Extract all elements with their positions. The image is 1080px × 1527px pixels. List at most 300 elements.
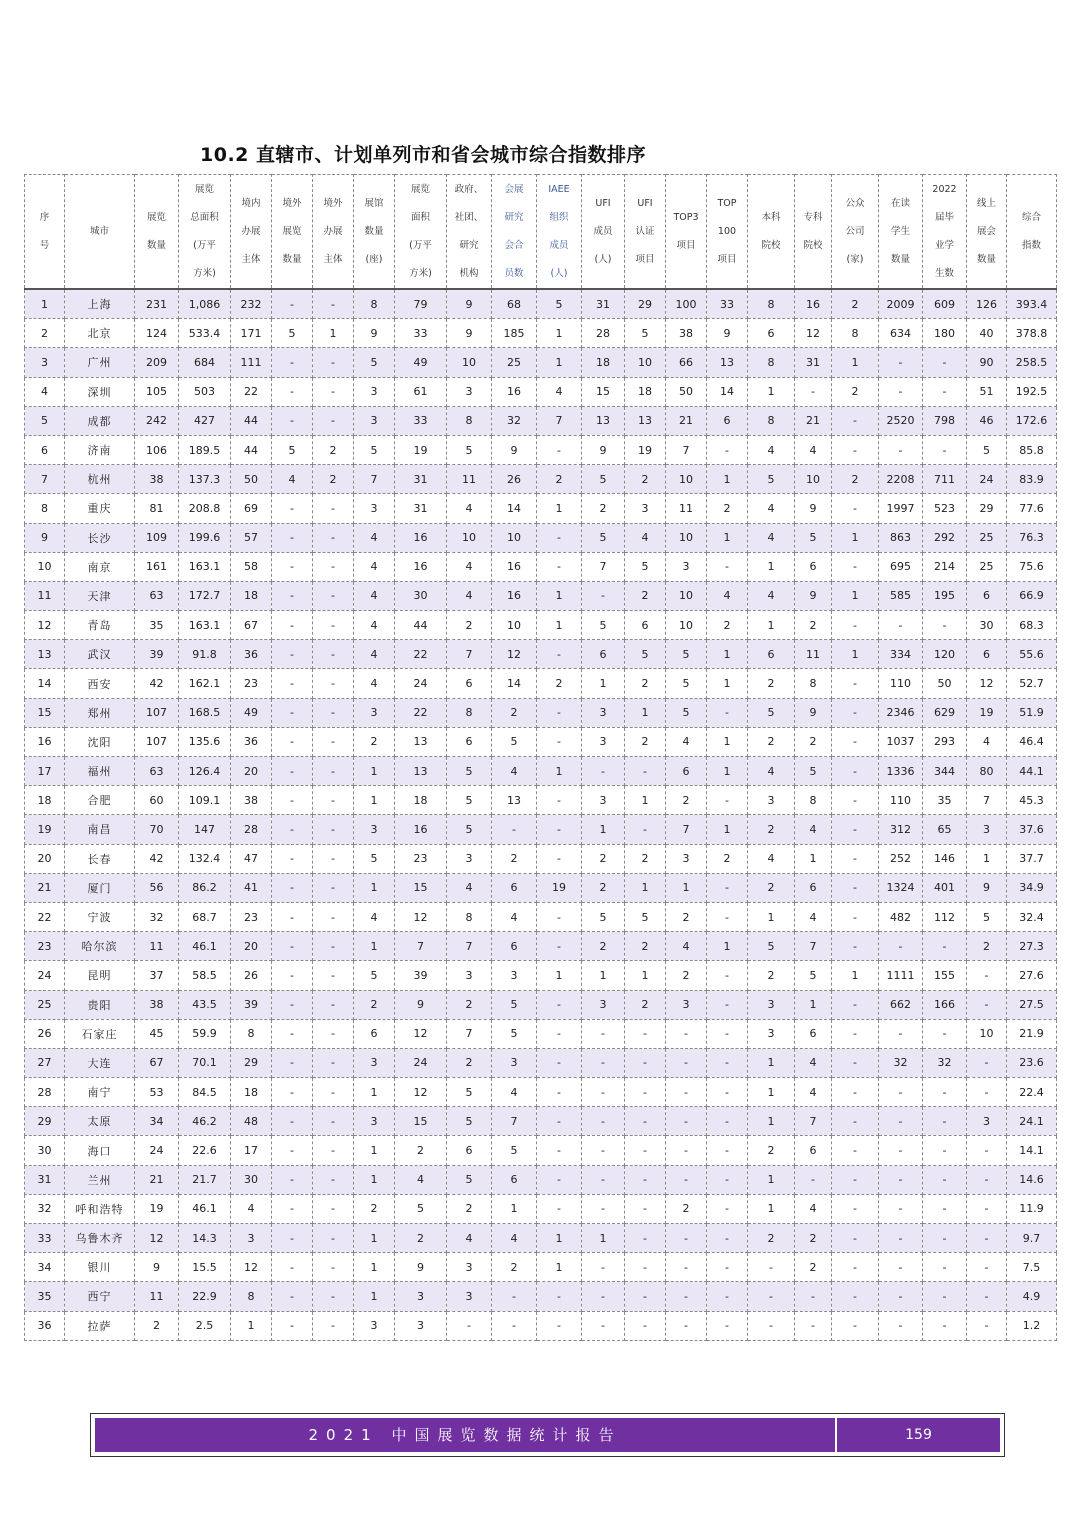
column-header: IAEE 组织 成员 (人) [537, 175, 582, 290]
table-cell: 33 [707, 289, 748, 319]
table-cell: 39 [135, 640, 179, 669]
table-cell: - [832, 552, 879, 581]
table-cell: - [313, 757, 354, 786]
table-cell: 81 [135, 494, 179, 523]
table-cell: 70 [135, 815, 179, 844]
table-cell: 2 [625, 727, 666, 756]
table-cell: 32 [135, 902, 179, 931]
footer-bar [95, 1418, 1000, 1452]
table-cell: - [313, 961, 354, 990]
table-cell: 1 [231, 1311, 272, 1340]
table-cell: - [879, 1311, 923, 1340]
table-cell: 609 [923, 289, 967, 319]
table-cell: - [492, 815, 537, 844]
table-cell: 2520 [879, 406, 923, 435]
table-cell: - [832, 844, 879, 873]
table-cell: 13 [395, 727, 447, 756]
city-cell: 杭州 [65, 465, 135, 494]
city-cell: 厦门 [65, 873, 135, 902]
table-cell: - [272, 1282, 313, 1311]
column-header: TOP 100 项目 [707, 175, 748, 290]
table-cell: - [923, 1107, 967, 1136]
column-header: 公众 公司 (家) [832, 175, 879, 290]
table-cell: 6 [967, 640, 1007, 669]
table-cell: 68.7 [179, 902, 231, 931]
table-cell: 30 [967, 611, 1007, 640]
table-cell: 43.5 [179, 990, 231, 1019]
table-cell: 38 [135, 990, 179, 1019]
table-cell: 292 [923, 523, 967, 552]
table-cell: 5 [354, 844, 395, 873]
table-cell: 2 [795, 611, 832, 640]
table-cell: 585 [879, 581, 923, 610]
table-row [25, 669, 1057, 698]
table-cell: 199.6 [179, 523, 231, 552]
table-cell: 9 [582, 435, 625, 464]
table-cell: - [707, 990, 748, 1019]
table-cell: - [447, 1311, 492, 1340]
table-cell: 1 [313, 319, 354, 348]
table-cell: 5 [666, 640, 707, 669]
table-cell: - [272, 1253, 313, 1282]
table-cell: - [879, 1136, 923, 1165]
table-cell: 4 [354, 523, 395, 552]
city-cell: 贵阳 [65, 990, 135, 1019]
table-cell: 5 [354, 435, 395, 464]
table-cell: - [272, 844, 313, 873]
table-cell: - [879, 1165, 923, 1194]
table-row [25, 1107, 1057, 1136]
table-cell: - [879, 1019, 923, 1048]
table-cell: - [313, 669, 354, 698]
table-cell: - [967, 1048, 1007, 1077]
table-cell: - [923, 1019, 967, 1048]
table-cell: 5 [25, 406, 65, 435]
table-cell: - [879, 1224, 923, 1253]
table-cell: - [879, 435, 923, 464]
column-header: 城市 [65, 175, 135, 290]
table-cell: 5 [492, 1019, 537, 1048]
table-cell: 33 [395, 406, 447, 435]
table-cell: - [666, 1136, 707, 1165]
table-cell: - [967, 1078, 1007, 1107]
table-cell: 6 [492, 873, 537, 902]
table-cell: - [707, 1107, 748, 1136]
table-row [25, 465, 1057, 494]
table-cell: - [967, 1311, 1007, 1340]
table-cell: - [272, 990, 313, 1019]
table-cell: - [313, 640, 354, 669]
table-cell: 25 [25, 990, 65, 1019]
table-cell: 1 [625, 873, 666, 902]
table-cell: - [272, 1136, 313, 1165]
table-cell: 9 [25, 523, 65, 552]
table-cell: 46.2 [179, 1107, 231, 1136]
table-cell: 482 [879, 902, 923, 931]
city-cell: 长春 [65, 844, 135, 873]
table-cell: 1 [354, 932, 395, 961]
table-cell: 31 [795, 348, 832, 377]
table-cell: 4 [231, 1194, 272, 1223]
table-cell: - [707, 552, 748, 581]
table-cell: 20 [231, 757, 272, 786]
table-cell: - [748, 1311, 795, 1340]
table-cell: 10 [666, 581, 707, 610]
table-cell: 63 [135, 581, 179, 610]
table-cell: 10 [625, 348, 666, 377]
table-cell: 1 [354, 1136, 395, 1165]
table-cell: 50 [923, 669, 967, 698]
table-cell: 17 [231, 1136, 272, 1165]
table-cell: 533.4 [179, 319, 231, 348]
table-cell: 1 [748, 1194, 795, 1223]
table-cell: - [625, 1311, 666, 1340]
table-cell: 1 [537, 611, 582, 640]
table-cell: 10 [666, 523, 707, 552]
table-cell: 29 [231, 1048, 272, 1077]
table-cell: - [707, 1019, 748, 1048]
table-cell: 4 [537, 377, 582, 406]
table-cell: 10 [795, 465, 832, 494]
table-cell: 38 [666, 319, 707, 348]
table-cell: 1 [967, 844, 1007, 873]
table-cell: 35 [25, 1282, 65, 1311]
table-cell: 2 [967, 932, 1007, 961]
table-cell: 258.5 [1007, 348, 1057, 377]
table-cell: 185 [492, 319, 537, 348]
table-cell: 2 [447, 1048, 492, 1077]
table-cell: 16 [395, 815, 447, 844]
table-cell: 12 [967, 669, 1007, 698]
city-cell: 太原 [65, 1107, 135, 1136]
table-cell: - [272, 1194, 313, 1223]
table-row [25, 844, 1057, 873]
table-cell: - [582, 1107, 625, 1136]
table-cell: 5 [272, 435, 313, 464]
table-cell: - [832, 1253, 879, 1282]
table-cell: 4 [666, 727, 707, 756]
table-cell: 9 [492, 435, 537, 464]
table-cell: - [923, 1165, 967, 1194]
table-row [25, 1194, 1057, 1223]
table-row [25, 873, 1057, 902]
table-cell: 13 [707, 348, 748, 377]
table-cell: 36 [231, 640, 272, 669]
city-cell: 呼和浩特 [65, 1194, 135, 1223]
table-cell: 21 [666, 406, 707, 435]
city-cell: 合肥 [65, 786, 135, 815]
footer-report-title: 2021 中国展览数据统计报告 [308, 1426, 622, 1444]
table-cell: 4 [492, 902, 537, 931]
table-cell: 1 [707, 932, 748, 961]
table-cell: 44 [231, 406, 272, 435]
table-cell: 231 [135, 289, 179, 319]
table-cell: 3 [967, 1107, 1007, 1136]
table-cell: - [707, 435, 748, 464]
table-cell: 3 [582, 786, 625, 815]
table-cell: 49 [231, 698, 272, 727]
table-cell: 2 [582, 932, 625, 961]
table-cell: 34 [135, 1107, 179, 1136]
table-cell: 15 [25, 698, 65, 727]
table-cell: 14 [492, 669, 537, 698]
table-cell: 68 [492, 289, 537, 319]
table-cell: 6 [625, 611, 666, 640]
table-cell: - [707, 1194, 748, 1223]
column-header: 序 号 [25, 175, 65, 290]
table-cell: 3 [354, 377, 395, 406]
table-cell: - [272, 669, 313, 698]
table-cell: 5 [447, 786, 492, 815]
table-cell: - [923, 1311, 967, 1340]
table-cell: 5 [354, 961, 395, 990]
table-cell: 1 [354, 757, 395, 786]
table-cell: - [625, 815, 666, 844]
table-cell: - [832, 815, 879, 844]
table-cell: 5 [447, 815, 492, 844]
table-cell: 12 [231, 1253, 272, 1282]
table-cell: 76.3 [1007, 523, 1057, 552]
table-cell: 2009 [879, 289, 923, 319]
table-cell: 19 [625, 435, 666, 464]
table-cell: 45 [135, 1019, 179, 1048]
table-cell: 30 [25, 1136, 65, 1165]
table-cell: - [272, 1311, 313, 1340]
table-cell: 3 [354, 1048, 395, 1077]
table-cell: 208.8 [179, 494, 231, 523]
table-cell: 1 [832, 348, 879, 377]
table-cell: - [537, 1107, 582, 1136]
table-cell: 4 [748, 435, 795, 464]
table-cell: 59.9 [179, 1019, 231, 1048]
table-cell: 4 [748, 757, 795, 786]
table-row [25, 815, 1057, 844]
table-cell: - [313, 581, 354, 610]
table-cell: - [582, 1311, 625, 1340]
table-cell: 146 [923, 844, 967, 873]
table-cell: - [272, 902, 313, 931]
table-cell: - [832, 1311, 879, 1340]
table-cell: 2 [25, 319, 65, 348]
table-cell: - [272, 873, 313, 902]
table-cell: 77.6 [1007, 494, 1057, 523]
table-cell: 132.4 [179, 844, 231, 873]
table-cell: 20 [25, 844, 65, 873]
table-cell: - [832, 1048, 879, 1077]
table-cell: 4 [25, 377, 65, 406]
table-cell: 9 [707, 319, 748, 348]
table-cell: 1 [748, 377, 795, 406]
table-cell: 109.1 [179, 786, 231, 815]
table-cell: 5 [748, 932, 795, 961]
table-cell: 2 [666, 786, 707, 815]
table-cell: 1 [707, 669, 748, 698]
table-cell: 8 [447, 406, 492, 435]
table-cell: 4 [354, 611, 395, 640]
table-cell: 4 [795, 1194, 832, 1223]
table-cell: - [625, 1107, 666, 1136]
column-header: 政府、 社团、 研究 机构 [447, 175, 492, 290]
table-cell: - [272, 494, 313, 523]
table-cell: 22 [25, 902, 65, 931]
city-cell: 南昌 [65, 815, 135, 844]
table-cell: 5 [625, 319, 666, 348]
table-cell: 2 [832, 289, 879, 319]
table-cell: - [707, 1165, 748, 1194]
table-cell: 34 [25, 1253, 65, 1282]
table-cell: 1 [832, 523, 879, 552]
table-cell: - [707, 1253, 748, 1282]
table-cell: 7 [354, 465, 395, 494]
table-cell: 126 [967, 289, 1007, 319]
table-cell: 29 [967, 494, 1007, 523]
table-cell: 1 [795, 990, 832, 1019]
table-cell: 5 [582, 523, 625, 552]
table-cell: 2 [395, 1224, 447, 1253]
table-cell: 58.5 [179, 961, 231, 990]
city-cell: 南宁 [65, 1078, 135, 1107]
table-cell: - [625, 1253, 666, 1282]
table-cell: 39 [395, 961, 447, 990]
table-cell: 110 [879, 669, 923, 698]
table-cell: - [313, 552, 354, 581]
table-cell: - [832, 494, 879, 523]
table-cell: 2 [795, 727, 832, 756]
table-cell: 5 [625, 902, 666, 931]
column-header: UFI 认证 项目 [625, 175, 666, 290]
table-cell: - [625, 1194, 666, 1223]
table-cell: 52.7 [1007, 669, 1057, 698]
table-cell: - [967, 1165, 1007, 1194]
table-cell: - [272, 640, 313, 669]
table-cell: 334 [879, 640, 923, 669]
table-cell: 34.9 [1007, 873, 1057, 902]
table-cell: 312 [879, 815, 923, 844]
table-cell: 86.2 [179, 873, 231, 902]
table-cell: 7 [666, 815, 707, 844]
table-cell: 1 [354, 786, 395, 815]
table-cell: 232 [231, 289, 272, 319]
table-cell: 7 [666, 435, 707, 464]
table-cell: - [795, 1282, 832, 1311]
table-cell: - [879, 611, 923, 640]
table-cell: 2 [625, 844, 666, 873]
table-cell: 3 [582, 698, 625, 727]
table-cell: 2 [447, 1194, 492, 1223]
table-cell: - [537, 902, 582, 931]
city-cell: 青岛 [65, 611, 135, 640]
table-cell: 21 [25, 873, 65, 902]
table-cell: 629 [923, 698, 967, 727]
table-cell: - [832, 406, 879, 435]
table-cell: - [832, 1019, 879, 1048]
table-cell: 5 [447, 1165, 492, 1194]
table-cell: 18 [25, 786, 65, 815]
table-cell: 51 [967, 377, 1007, 406]
column-header: 线上 展会 数量 [967, 175, 1007, 290]
table-cell: 36 [231, 727, 272, 756]
table-cell: 22 [395, 640, 447, 669]
table-cell: - [625, 1048, 666, 1077]
table-cell: 19 [395, 435, 447, 464]
table-cell: 44 [231, 435, 272, 464]
table-cell: 6 [354, 1019, 395, 1048]
table-cell: 172.7 [179, 581, 231, 610]
table-row [25, 1078, 1057, 1107]
table-cell: 2 [537, 465, 582, 494]
table-cell: - [492, 1282, 537, 1311]
table-cell: 163.1 [179, 552, 231, 581]
table-cell: 3 [354, 406, 395, 435]
table-cell: 662 [879, 990, 923, 1019]
table-cell: 13 [625, 406, 666, 435]
table-cell: 2 [748, 727, 795, 756]
table-cell: 6 [447, 1136, 492, 1165]
table-cell: 1336 [879, 757, 923, 786]
table-cell: 3 [967, 815, 1007, 844]
table-cell: 12 [395, 902, 447, 931]
table-cell: 3 [447, 1253, 492, 1282]
table-cell: 5 [582, 465, 625, 494]
table-cell: 1997 [879, 494, 923, 523]
table-cell: 4 [395, 1165, 447, 1194]
table-cell: 15 [395, 1107, 447, 1136]
table-cell: 168.5 [179, 698, 231, 727]
table-cell: 65 [923, 815, 967, 844]
city-index-table [24, 174, 1057, 1341]
table-cell: - [313, 1107, 354, 1136]
table-cell: 393.4 [1007, 289, 1057, 319]
table-cell: - [923, 611, 967, 640]
table-cell: 13 [582, 406, 625, 435]
table-cell: 1 [748, 1048, 795, 1077]
table-cell: 2 [354, 990, 395, 1019]
column-header: 专科 院校 [795, 175, 832, 290]
table-cell: - [795, 377, 832, 406]
table-cell: 4.9 [1007, 1282, 1057, 1311]
table-cell: 2 [135, 1311, 179, 1340]
table-cell: - [272, 1048, 313, 1077]
table-cell: - [537, 1194, 582, 1223]
table-cell: 28 [582, 319, 625, 348]
table-cell: 50 [231, 465, 272, 494]
table-row [25, 698, 1057, 727]
table-cell: - [625, 1136, 666, 1165]
table-cell: 6 [748, 319, 795, 348]
table-cell: - [923, 932, 967, 961]
table-cell: - [582, 1048, 625, 1077]
table-cell: 19 [967, 698, 1007, 727]
table-cell: 4 [492, 1224, 537, 1253]
table-cell: 4 [447, 873, 492, 902]
table-cell: 1 [707, 757, 748, 786]
table-cell: - [537, 1136, 582, 1165]
table-cell: 27.6 [1007, 961, 1057, 990]
table-cell: - [625, 757, 666, 786]
table-cell: - [923, 1224, 967, 1253]
table-cell: 503 [179, 377, 231, 406]
table-cell: 3 [625, 494, 666, 523]
city-cell: 北京 [65, 319, 135, 348]
table-row [25, 932, 1057, 961]
table-cell: - [313, 1194, 354, 1223]
table-cell: 2 [666, 902, 707, 931]
table-cell: 44.1 [1007, 757, 1057, 786]
table-cell: 14 [492, 494, 537, 523]
table-cell: - [272, 727, 313, 756]
table-cell: 19 [25, 815, 65, 844]
table-cell: 11 [666, 494, 707, 523]
